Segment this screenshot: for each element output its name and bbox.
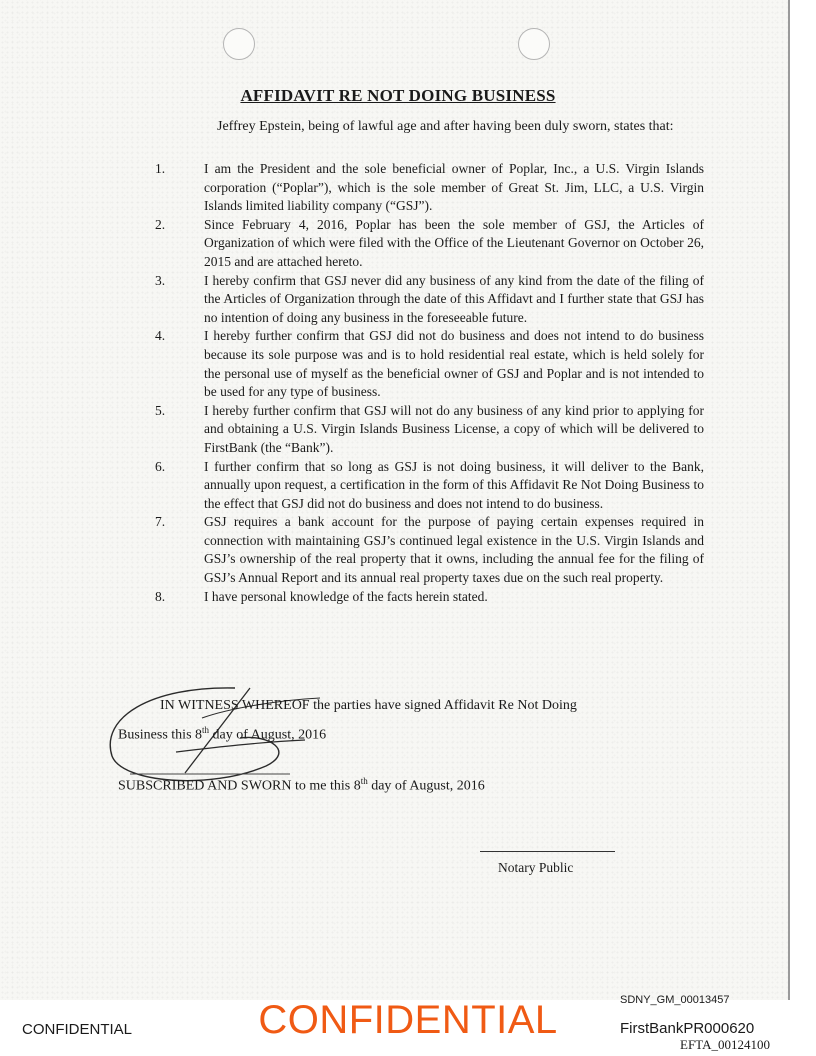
clause-text: I hereby further confirm that GSJ did not do business and does not intend to do business because its sole purpose was and is to hold residential real estate, which is held solely for the personal use of myself as the beneficial owner of GSJ and Poplar and is not intended to be used for any type of business. xyxy=(204,328,704,400)
clause-item xyxy=(155,272,775,328)
confidential-label-left: CONFIDENTIAL xyxy=(22,1021,133,1038)
clause-text: I further confirm that so long as GSJ is not doing business, it will deliver to the Bank, annually upon request, a certification in the form of this Affidavit Re Not Doing Business to the effect that GSJ did not do business and does not intend to do business. xyxy=(204,458,704,511)
clause-number: 2. xyxy=(155,216,166,232)
confidential-stamp: CONFIDENTIAL xyxy=(258,998,558,1042)
clause-item xyxy=(155,216,775,272)
document-title: AFFIDAVIT RE NOT DOING BUSINESS xyxy=(240,86,556,105)
efta-number: EFTA_00124100 xyxy=(680,1037,770,1052)
witness-date-pre: Business this 8 xyxy=(118,727,203,743)
witness-date-sup: th xyxy=(202,725,210,735)
clause-item xyxy=(155,327,775,401)
witness-clause xyxy=(118,694,658,748)
punch-hole-right xyxy=(518,28,550,60)
intro-statement: Jeffrey Epstein, being of lawful age and after having been duly sworn, states that: xyxy=(217,119,674,134)
subscribed-post: day of August, 2016 xyxy=(367,778,485,794)
punch-hole-left xyxy=(223,28,255,60)
witness-lead: IN WITNESS WHEREOF the parties have signed Affidavit Re Not Doing xyxy=(160,698,577,713)
clause-number: 8. xyxy=(155,588,166,604)
clause-number: 7. xyxy=(155,514,166,530)
witness-date-post: day of August, 2016 xyxy=(209,727,327,743)
subscribed-sworn xyxy=(118,776,678,795)
clause-item xyxy=(155,513,775,587)
clause-text: I hereby confirm that GSJ never did any business of any kind from the date of the filing of the Articles of Organization through the date of this Affidavt and I further state that GSJ has no intention of doing any business in the foreseeable future. xyxy=(204,272,704,325)
clause-text: I hereby further confirm that GSJ will not do any business of any kind prior to applying for and obtaining a U.S. Virgin Islands Business License, a copy of which will be delivered to FirstBank (the “Bank”). xyxy=(204,402,704,455)
clause-list xyxy=(155,160,775,606)
notary-label: Notary Public xyxy=(498,860,574,875)
clause-number: 5. xyxy=(155,402,166,418)
clause-text: GSJ requires a bank account for the purpose of paying certain expenses required in connection with maintaining GSJ’s continued legal existence in the U.S. Virgin Islands and GSJ’s ownership of the real property that it owns, including the annual fee for the filing of GSJ’s Annual Report and its annual real property taxes due on the such real property. xyxy=(204,514,704,586)
sdny-document-id: SDNY_GM_00013457 xyxy=(620,994,730,1006)
clause-number: 1. xyxy=(155,161,166,176)
witness-date xyxy=(118,718,658,748)
notary-signature-line xyxy=(480,851,615,852)
scan-edge xyxy=(788,0,790,1000)
subscribed-pre: SUBSCRIBED AND SWORN to me this 8 xyxy=(118,778,361,794)
clause-item xyxy=(155,458,775,514)
clause-item xyxy=(155,402,775,458)
clause-number: 6. xyxy=(155,458,166,474)
clause-item xyxy=(155,588,775,607)
subscribed-sup: th xyxy=(360,776,368,786)
clause-item xyxy=(155,160,775,216)
bates-number: FirstBankPR000620 xyxy=(620,1020,755,1037)
clause-number: 4. xyxy=(155,328,166,344)
clause-number: 3. xyxy=(155,272,166,288)
clause-text: I am the President and the sole beneficial owner of Poplar, Inc., a U.S. Virgin Islands corporation (“Poplar”), which is the sole member of Great St. Jim, LLC, a U.S. Virgin Islands limited liability company (“GSJ”). xyxy=(204,161,704,214)
clause-text: Since February 4, 2016, Poplar has been the sole member of GSJ, the Articles of Organization of which were filed with the Office of the Lieutenant Governor on October 26, 2015 and are attached hereto. xyxy=(204,216,704,269)
clause-text: I have personal knowledge of the facts herein stated. xyxy=(204,588,488,604)
